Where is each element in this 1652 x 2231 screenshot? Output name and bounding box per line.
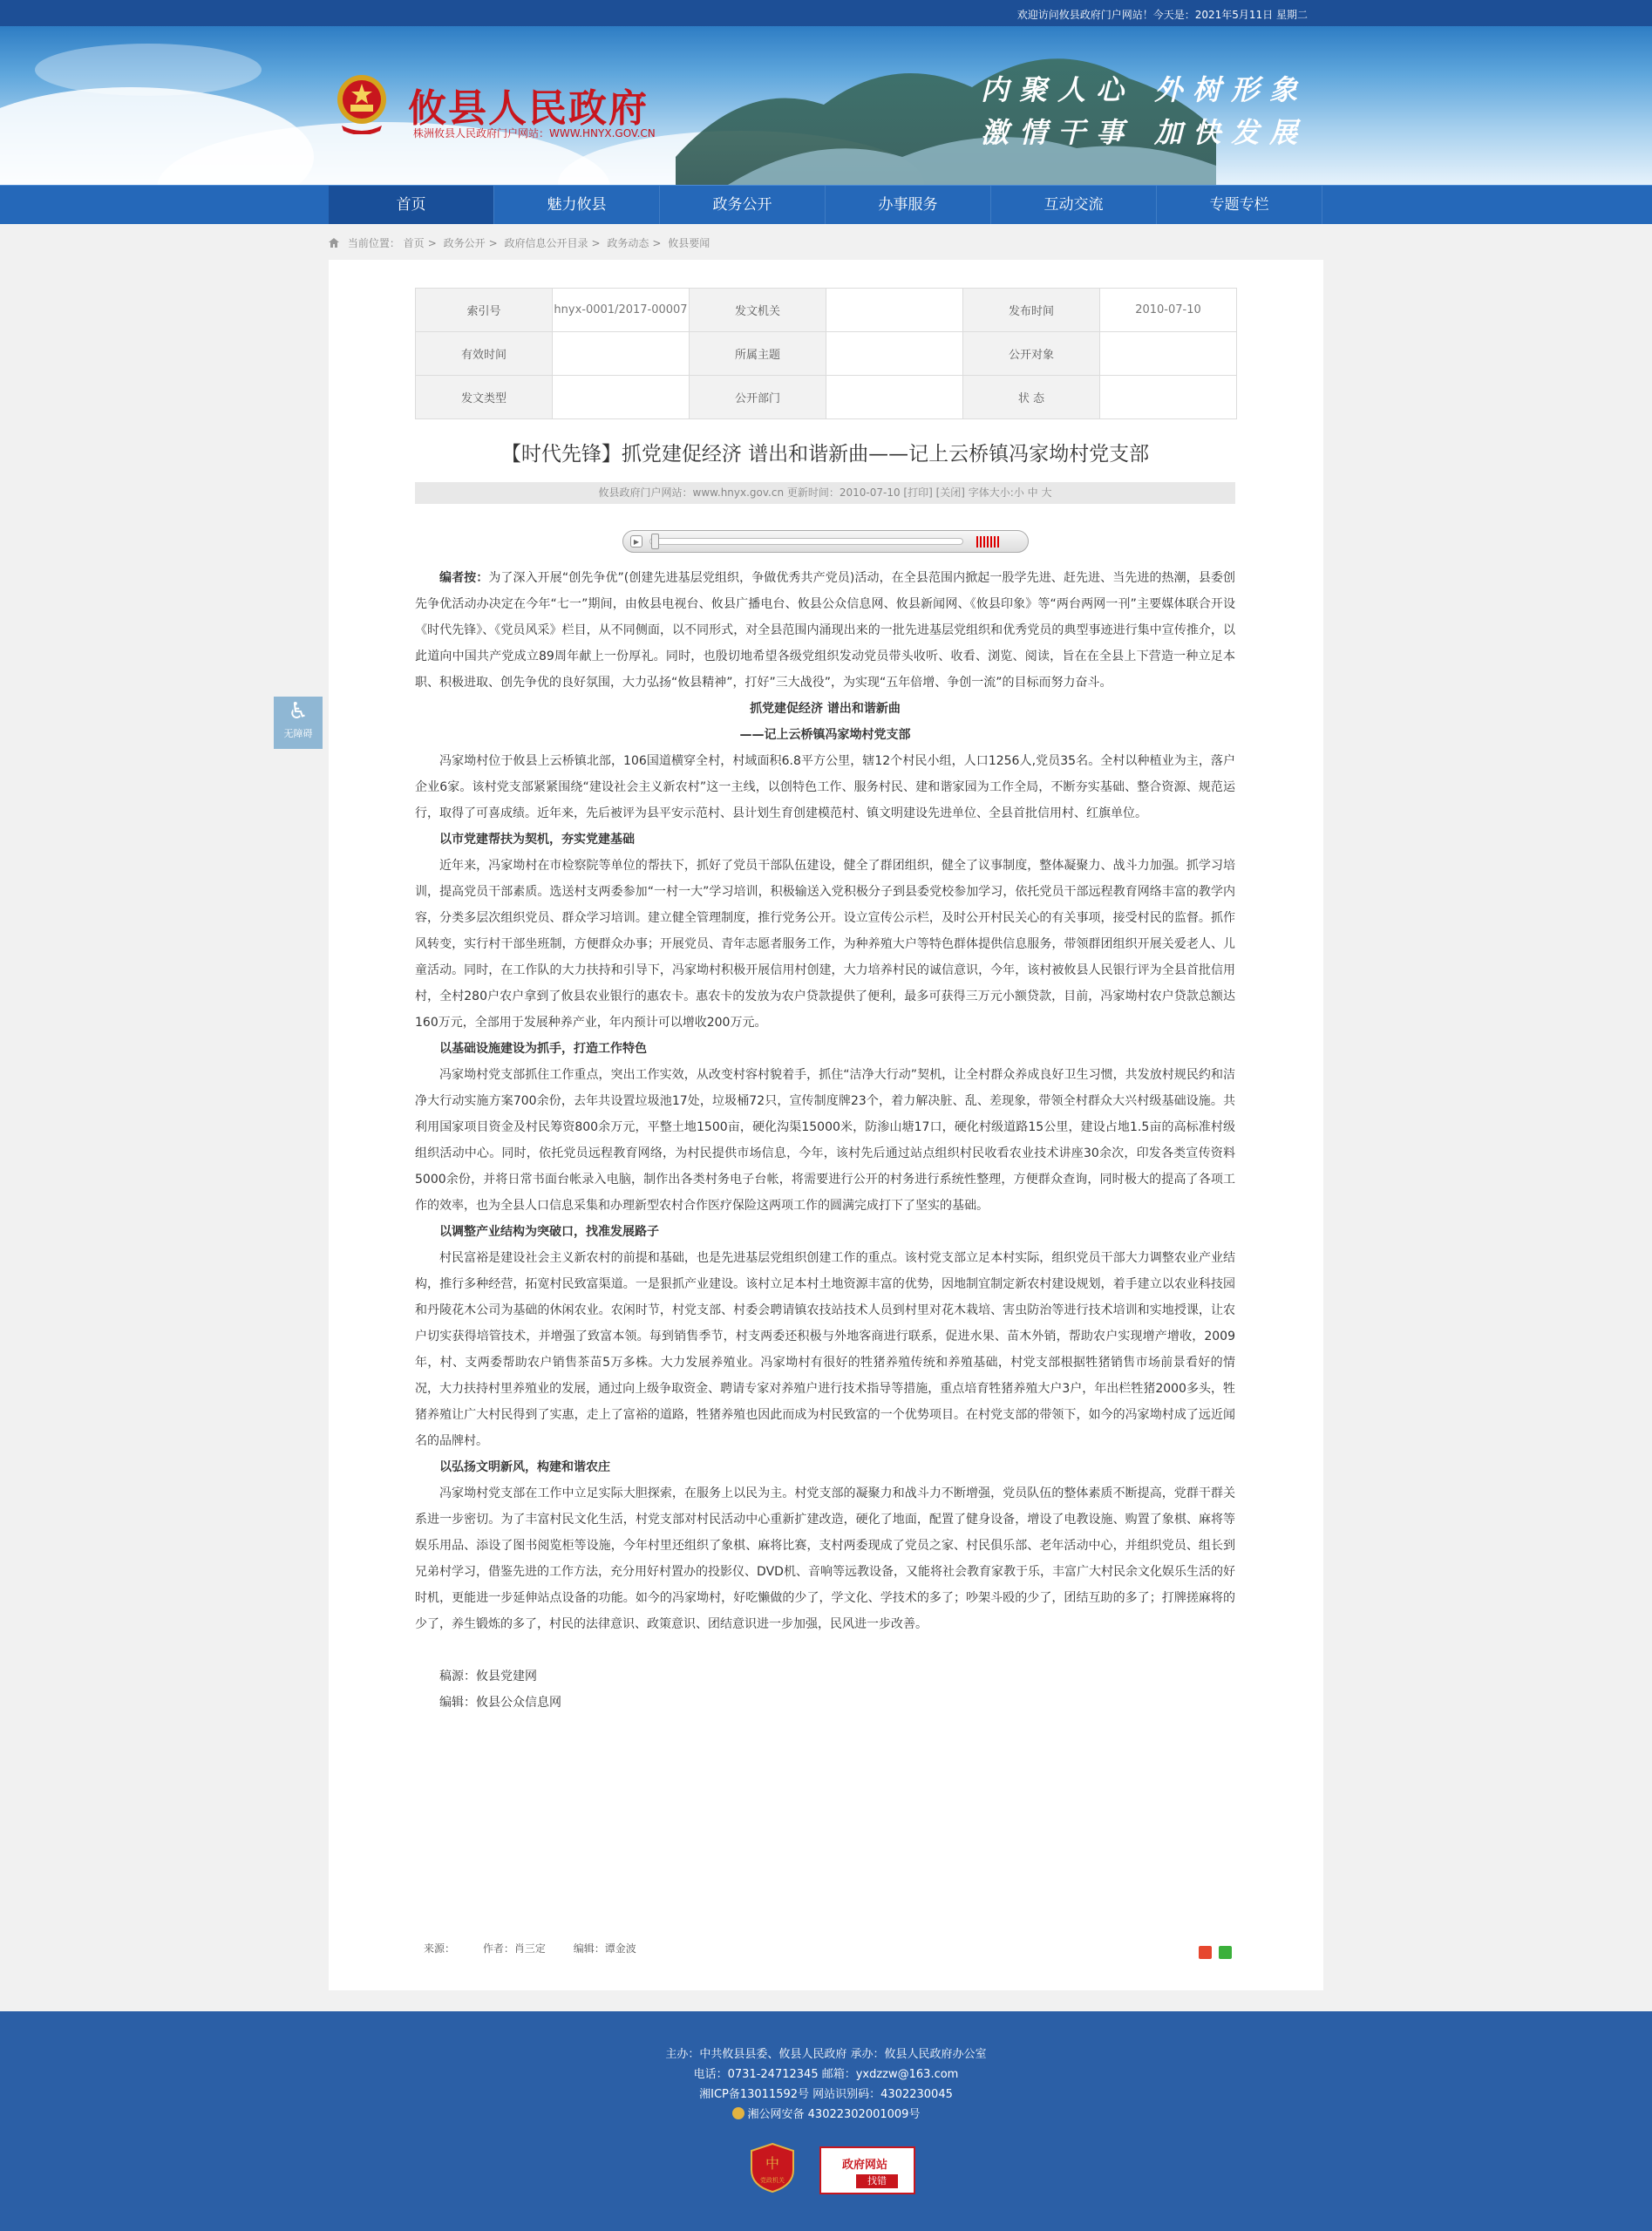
nav-item-home[interactable]: 首页 [329,186,494,224]
info-value [826,332,963,376]
site-url: 株洲攸县人民政府门户网站：WWW.HNYX.GOV.CN [413,127,656,139]
info-value: 2010-07-10 [1100,289,1237,332]
breadcrumb-prefix: 当前位置： [347,237,400,249]
editor-note-text: 为了深入开展“创先争优”(创建先进基层党组织，争做优秀共产党员)活动，在全县范围内掀起一股学先进、赶先进、当先进的热潮，县委创先争优活动办决定在今年“七一”期间，由攸县电视台、攸县广播电台、攸县公众信息网、攸县新闻网、《攸县印象》等“两台两网一刊”主要媒体联合开设《时代先锋》、《党员风采》栏目，从不同侧面，以不同形式，对全县范围内涌现出来的一批先进基层党组织和优秀党员的典型事迹进行集中宣传推介，以此道向中国共产党成立89周年献上一份厚礼。同时，也殷切地希望各级党组织发动党员带头收听、收看、浏览、阅读，旨在在全县上下营造一种立足本职、积极进取、创先争优的良好氛围，大力弘扬“攸县精神”，打好”三大战役”，为实现“五年倍增、争创一流”的目标而努力奋斗。 [415,571,1235,690]
article-section-heading: 以基础设施建设为抓手，打造工作特色 [439,1042,647,1056]
main-nav [0,185,1652,224]
info-key: 发布时间 [963,289,1100,332]
info-value: hnyx-0001/2017-00007 [553,289,690,332]
table-row [416,289,1237,332]
article-meta: 攸县政府门户网站：www.hnyx.gov.cn 更新时间：2010-07-10 [打印] [关闭] 字体大小:小 中 大 [415,482,1235,504]
article-subtitle: ——记上云桥镇冯家坳村党支部 [739,728,911,742]
site-name: 攸县人民政府 [408,86,649,131]
footer-icp[interactable]: 湘ICP备13011592号 网站识别码：4302230045 [699,2088,953,2101]
footer-police-record[interactable] [0,2105,1652,2121]
breadcrumb-home[interactable]: 首页 [403,237,425,249]
wechat-share-icon[interactable] [1219,1946,1232,1959]
article-paragraph: 冯家坳村党支部抓住工作重点，突出工作实效，从改变村容村貌着手，抓住“洁净大行动”契机，让全村群众养成良好卫生习惯，共发放村规民约和洁净大行动实施方案700余份，去年共设置垃圾池17处，垃圾桶72只，宣传制度牌23个，着力解决脏、乱、差现象，带领全村群众大兴村级基础设施。共利用国家项目资金及村民筹资800余万元，平整土地1500亩，硬化沟渠15000米，防渗山塘17口，硬化村级道路15公里，建设占地1.5亩的高标准村级组织活动中心。同时，依托党员远程教育网络，为村民提供市场信息，今年，该村先后通过站点组织村民收看农业技术讲座30余次，印发各类宣传资料5000余份，并将日常书面台帐录入电脑，制作出各类村务电子台帐，将需要进行公开的村务进行系统性整理，方便群众查询，同时极大的提高了各项工作的效率，也为全县人口信息采集和办理新型农村合作医疗保险这两项工作的圆满完成打下了坚实的基础。 [415,1068,1235,1213]
nav-item-interaction[interactable]: 互动交流 [991,186,1157,224]
gov-site-error-report-button[interactable] [819,2146,915,2194]
info-value [826,376,963,419]
play-icon[interactable]: ▶ [630,535,642,548]
info-key: 索引号 [416,289,553,332]
info-value [1100,376,1237,419]
national-emblem-icon [335,71,389,134]
breadcrumb-current[interactable]: 攸县要闻 [668,237,710,249]
editor-note [415,565,1235,696]
article-paragraph: 冯家坳村党支部在工作中立足实际大胆探索，在服务上以民为主。村党支部的凝聚力和战斗力不断增强，党员队伍的整体素质不断提高，党群干群关系进一步密切。为了丰富村民文化生活，村党支部对村民活动中心重新扩建改造，硬化了地面，配置了健身设备，增设了电教设施、购置了象棋、麻将等娱乐用品、添设了图书阅览柜等设施，今年村里还组织了象棋、麻将比赛，支村两委现成了党员之家、村民俱乐部、老年活动中心，并组织党员、组长到兄弟村学习，借鉴先进的工作方法，充分用好村置办的投影仪、DVD机、音响等远教设备，又能将社会教育家教于乐，丰富广大村民余文化娱乐生活的好时机，更能进一步延伸站点设备的功能。如今的冯家坳村，好吃懒做的少了，学文化、学技术的多了；吵架斗殴的少了，团结互助的多了；打牌搓麻将的少了，养生锻炼的多了，村民的法律意识、政策意识、团结意识进一步加强，民风进一步改善。 [415,1486,1235,1631]
site-footer [0,2011,1652,2231]
nav-item-gov-affairs[interactable]: 政务公开 [660,186,826,224]
slogan-line-2: 激情干事 加快发展 [981,116,1309,149]
header-banner [0,26,1652,185]
article-section-heading: 以市党建帮扶为契机，夯实党建基础 [439,833,635,847]
article-body [415,565,1235,1716]
wheelchair-icon: ♿ [288,698,309,724]
police-badge-icon [732,2107,744,2119]
info-value [1100,332,1237,376]
weibo-share-icon[interactable] [1199,1946,1212,1959]
article-section-heading: 以调整产业结构为突破口，找准发展路子 [439,1225,659,1239]
breadcrumb: 当前位置： 首页 > 政务公开 > 政府信息公开目录 > 政务动态 > 攸县要闻 [329,235,710,250]
nav-item-topics[interactable]: 专题专栏 [1157,186,1322,224]
police-record-text: 湘公网安备 43022302001009号 [747,2108,921,2121]
meta-author: 作者：肖三定 [482,1942,546,1955]
party-gov-badge-icon[interactable] [750,2142,795,2193]
article-editor: 编辑：攸县公众信息网 [439,1696,561,1710]
accessibility-label: 无障碍 [283,728,313,739]
meta-editor: 编辑：谭金波 [573,1942,636,1955]
gov-badge-action: 找错 [856,2174,898,2188]
info-key: 有效时间 [416,332,553,376]
table-row [416,332,1237,376]
article-section-heading: 以弘扬文明新风，构建和谐农庄 [439,1460,610,1474]
article-subtitle: 抓党建促经济 谱出和谐新曲 [750,702,901,716]
audio-progress-track[interactable] [649,538,963,545]
top-bar [0,0,1652,26]
info-value [553,376,690,419]
info-key: 所属主题 [690,332,826,376]
article-paragraph: 冯家坳村位于攸县上云桥镇北部，106国道横穿全村，村域面积6.8平方公里，辖12个村民小组，人口1256人,党员35名。全村以种植业为主，落户企业6家。该村党支部紧紧围绕“建设社会主义新农村”这一主线，以创特色工作、服务村民、建和谐家园为工作全局，不断夯实基础、整合资源、规范运行，取得了可喜成绩。近年来，先后被评为县平安示范村、县计划生育创建模范村、镇文明建设先进单位、全县首批信用村、红旗单位。 [415,754,1235,820]
nav-item-charm[interactable]: 魅力攸县 [494,186,660,224]
meta-source: 来源： [424,1942,456,1955]
audio-progress-handle[interactable] [651,534,659,549]
article-source: 稿源：攸县党建网 [439,1670,537,1683]
info-value [826,289,963,332]
footer-sponsor: 主办：中共攸县县委、攸县人民政府 承办：攸县人民政府办公室 [665,2048,987,2061]
footer-contact: 电话：0731-24712345 邮箱：yxdzzw@163.com [693,2068,959,2081]
info-key: 发文机关 [690,289,826,332]
article-footer-meta [424,1941,661,1956]
nav-item-services[interactable]: 办事服务 [826,186,991,224]
article-paragraph: 村民富裕是建设社会主义新农村的前提和基础，也是先进基层党组织创建工作的重点。该村党支部立足本村实际，组织党员干部大力调整农业产业结构，推行多种经营，拓宽村民致富渠道。一是狠抓产业建设。该村立足本村土地资源丰富的优势，因地制宜制定新农村建设规划，着手建立以农业科技园和丹陵花木公司为基础的休闲农业。农闲时节，村党支部、村委会聘请镇农技站技术人员到村里对花木栽培、害虫防治等进行技术培训和实地授课，让农户切实获得培管技术，并增强了致富本领。每到销售季节，村支两委还积极与外地客商进行联系，促进水果、苗木外销，帮助农户实现增产增收，2009年，村、支两委帮助农户销售茶苗5万多株。大力发展养殖业。冯家坳村有很好的牲猪养殖传统和养殖基础，村党支部根据牲猪销售市场前景看好的情况，大力扶持村里养殖业的发展，通过向上级争取资金、聘请专家对养殖户进行技术指导等措施，重点培育牲猪养殖大户3户，年出栏牲猪2000多头，牲猪养殖让广大村民得到了实惠，走上了富裕的道路，牲猪养殖也因此而成为村民致富的一个优势项目。在村党支部的带领下，如今的冯家坳村成了远近闻名的品牌村。 [415,1251,1235,1448]
welcome-text: 欢迎访问攸县政府门户网站！今天是：2021年5月11日 星期二 [1016,9,1308,21]
document-info-table [415,288,1237,419]
party-badge-text: 党政机关 [760,2177,785,2184]
content-panel [329,260,1323,1990]
info-key: 发文类型 [416,376,553,419]
audio-player[interactable] [622,530,1029,553]
info-key: 公开部门 [690,376,826,419]
svg-text:中: 中 [765,2155,780,2172]
info-key: 公开对象 [963,332,1100,376]
info-key: 状 态 [963,376,1100,419]
breadcrumb-news[interactable]: 政务动态 [607,237,649,249]
share-buttons [1195,1946,1232,1962]
article-title: 【时代先锋】抓党建促经济 谱出和谐新曲——记上云桥镇冯家坳村党支部 [500,443,1150,466]
gov-badge-text: 政府网站 [842,2159,888,2172]
breadcrumb-gov-affairs[interactable]: 政务公开 [443,237,486,249]
breadcrumb-catalog[interactable]: 政府信息公开目录 [504,237,588,249]
volume-icon[interactable] [976,536,1001,548]
accessibility-button[interactable] [274,697,323,749]
article-paragraph: 近年来，冯家坳村在市检察院等单位的帮扶下，抓好了党员干部队伍建设，健全了群团组织，健全了议事制度，整体凝聚力、战斗力加强。抓学习培训，提高党员干部素质。选送村支两委参加“一村一大”学习培训，积极输送入党积极分子到县委党校参加学习，依托党员干部远程教育网络丰富的教学内容，分类多层次组织党员、群众学习培训。建立健全管理制度，推行党务公开。设立宣传公示栏，及时公开村民关心的有关事项，接受村民的监督。抓作风转变，实行村干部坐班制，方便群众办事；开展党员、青年志愿者服务工作，为种养殖大户等特色群体提供信息服务，带领群团组织开展关爱老人、儿童活动。同时，在工作队的大力扶持和引导下，冯家坳村积极开展信用村创建，大力培养村民的诚信意识，今年，该村被攸县人民银行评为全县首批信用村，全村280户农户拿到了攸县农业银行的惠农卡。惠农卡的发放为农户贷款提供了便利，最多可获得三万元小额贷款，目前，冯家坳村农户贷款总额达160万元，全部用于发展种养产业，年内预计可以增收200万元。 [415,859,1235,1030]
slogan-line-1: 内聚人心 外树形象 [981,73,1309,106]
home-icon [329,238,339,248]
info-value [553,332,690,376]
editor-note-label: 编者按： [439,571,489,585]
table-row [416,376,1237,419]
